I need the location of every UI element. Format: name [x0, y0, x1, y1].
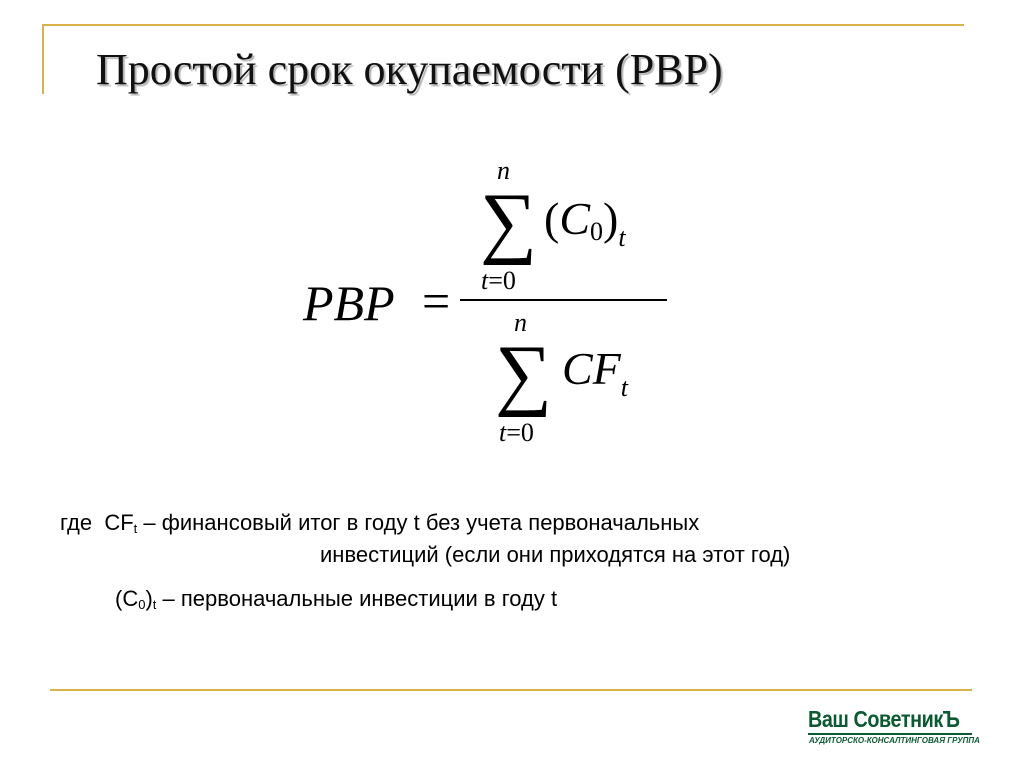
legend-cf-line2	[320, 540, 790, 570]
legend-cf-desc-line1: – финансовый итог в году t без учета первоначальных	[143, 510, 700, 535]
legend-c0-line	[115, 584, 557, 614]
numerator-upper-limit: n	[497, 156, 510, 185]
legend-c0-close: )	[145, 586, 153, 611]
numerator-sigma-icon: ∑	[480, 178, 538, 266]
denominator-cf: CF	[562, 343, 621, 394]
numerator-lower-var: t	[481, 266, 489, 295]
legend-cf-line1	[60, 508, 699, 538]
pbp-formula	[300, 150, 680, 460]
denominator-lower-limit	[499, 420, 534, 446]
denominator-upper-limit: n	[514, 308, 527, 337]
denominator-lower-eq: =	[506, 418, 521, 447]
legend-where: где	[60, 510, 93, 535]
formula-lhs: PBP	[303, 275, 395, 331]
frame-line-top	[42, 24, 964, 26]
legend-c0-t-sub: t	[152, 597, 157, 612]
frame-line-left	[42, 24, 44, 94]
frame-line-bottom	[50, 689, 972, 691]
denominator-lower-val: 0	[520, 418, 534, 447]
denominator-term	[562, 343, 629, 402]
slide-title: Простой срок окупаемости (PBP)	[96, 45, 723, 94]
numerator-c: C	[559, 193, 591, 244]
denominator-t-sub: t	[620, 373, 629, 402]
numerator-lower-val: 0	[502, 266, 516, 295]
legend-c0-desc: – первоначальные инвестиции в году t	[162, 586, 558, 611]
company-logo	[808, 706, 980, 748]
numerator-close-paren: )	[603, 193, 619, 244]
denominator-sigma-icon: ∑	[495, 330, 553, 418]
legend-cf-sub: t	[133, 521, 138, 536]
denominator-lower-var: t	[499, 418, 507, 447]
legend-c0-sub: 0	[138, 597, 146, 612]
numerator-term	[544, 193, 626, 252]
numerator-open-paren: (	[544, 193, 560, 244]
numerator-t-sub: t	[618, 223, 626, 252]
numerator-c-sub: 0	[590, 217, 604, 246]
legend-cf-desc-line2: инвестиций (если они приходятся на этот год)	[320, 542, 791, 567]
fraction-line	[460, 299, 667, 301]
numerator-lower-eq: =	[488, 266, 503, 295]
legend-cf-term: CF	[104, 510, 134, 535]
logo-rule	[808, 733, 972, 735]
formula-equals: =	[422, 273, 451, 329]
logo-name: Ваш СоветникЪ	[808, 706, 960, 732]
legend-c0-open: (C	[115, 586, 139, 611]
numerator-lower-limit	[481, 268, 516, 294]
logo-tagline: АУДИТОРСКО-КОНСАЛТИНГОВАЯ ГРУППА	[809, 736, 980, 745]
